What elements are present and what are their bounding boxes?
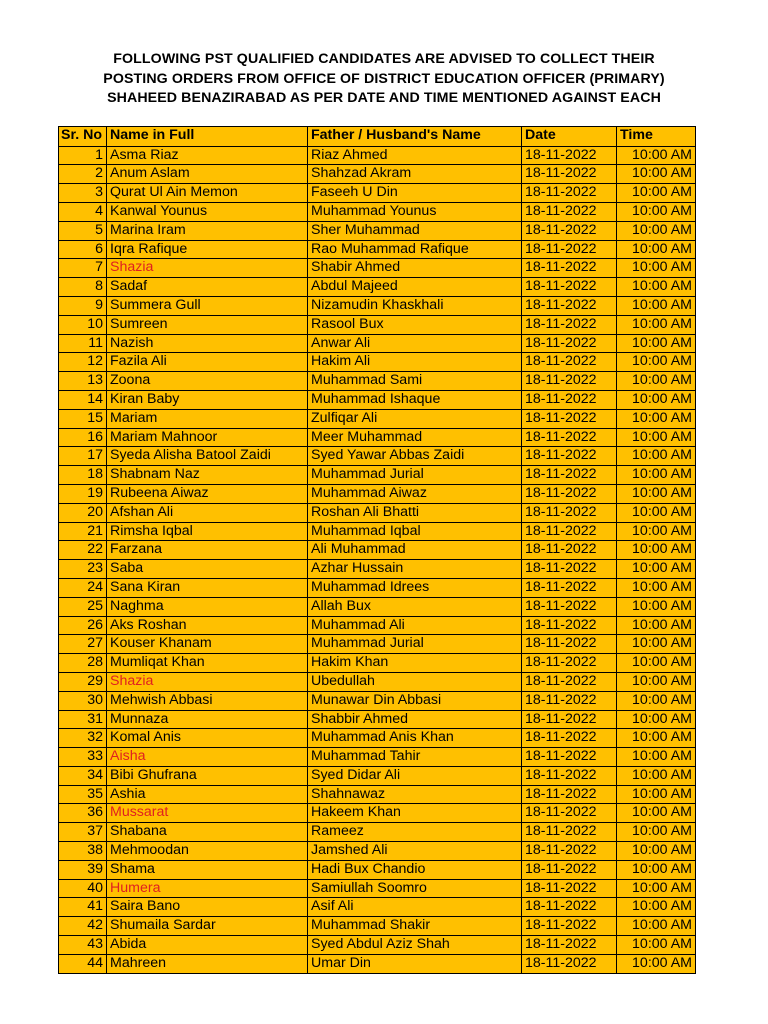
table-row [59, 898, 696, 917]
cell-name: Kiran Baby [107, 390, 308, 409]
cell-date: 18-11-2022 [522, 278, 617, 297]
cell-father-husband-name: Shabir Ahmed [308, 259, 522, 278]
cell-time: 10:00 AM [617, 635, 696, 654]
cell-time: 10:00 AM [617, 522, 696, 541]
table-row [59, 616, 696, 635]
cell-time: 10:00 AM [617, 315, 696, 334]
cell-father-husband-name: Rasool Bux [308, 315, 522, 334]
table-row [59, 823, 696, 842]
cell-time: 10:00 AM [617, 842, 696, 861]
cell-time: 10:00 AM [617, 296, 696, 315]
cell-date: 18-11-2022 [522, 616, 617, 635]
cell-date: 18-11-2022 [522, 372, 617, 391]
candidates-table [58, 126, 696, 974]
cell-name: Farzana [107, 541, 308, 560]
cell-date: 18-11-2022 [522, 503, 617, 522]
cell-time: 10:00 AM [617, 616, 696, 635]
cell-time: 10:00 AM [617, 221, 696, 240]
cell-time: 10:00 AM [617, 578, 696, 597]
cell-name: Fazila Ali [107, 353, 308, 372]
cell-sr-no: 1 [59, 146, 107, 165]
table-row [59, 541, 696, 560]
cell-father-husband-name: Muhammad Jurial [308, 466, 522, 485]
cell-name: Naghma [107, 597, 308, 616]
column-header-time: Time [617, 127, 696, 147]
cell-date: 18-11-2022 [522, 522, 617, 541]
table-row [59, 522, 696, 541]
cell-name: Afshan Ali [107, 503, 308, 522]
cell-date: 18-11-2022 [522, 785, 617, 804]
cell-name: Aisha [107, 748, 308, 767]
table-row [59, 597, 696, 616]
cell-time: 10:00 AM [617, 184, 696, 203]
cell-sr-no: 12 [59, 353, 107, 372]
table-row [59, 221, 696, 240]
cell-sr-no: 38 [59, 842, 107, 861]
cell-name: Saira Bano [107, 898, 308, 917]
cell-name: Anum Aslam [107, 165, 308, 184]
cell-date: 18-11-2022 [522, 936, 617, 955]
table-row [59, 842, 696, 861]
cell-name: Asma Riaz [107, 146, 308, 165]
cell-sr-no: 4 [59, 202, 107, 221]
cell-date: 18-11-2022 [522, 221, 617, 240]
table-row [59, 654, 696, 673]
cell-date: 18-11-2022 [522, 654, 617, 673]
cell-time: 10:00 AM [617, 823, 696, 842]
table-row [59, 353, 696, 372]
table-row [59, 729, 696, 748]
table-row [59, 296, 696, 315]
cell-father-husband-name: Muhammad Shakir [308, 917, 522, 936]
cell-father-husband-name: Muhammad Younus [308, 202, 522, 221]
cell-time: 10:00 AM [617, 710, 696, 729]
cell-father-husband-name: Sher Muhammad [308, 221, 522, 240]
cell-date: 18-11-2022 [522, 898, 617, 917]
cell-name: Rubeena Aiwaz [107, 484, 308, 503]
cell-date: 18-11-2022 [522, 823, 617, 842]
cell-father-husband-name: Hakim Ali [308, 353, 522, 372]
cell-date: 18-11-2022 [522, 202, 617, 221]
cell-date: 18-11-2022 [522, 635, 617, 654]
cell-time: 10:00 AM [617, 353, 696, 372]
cell-sr-no: 44 [59, 954, 107, 973]
cell-father-husband-name: Shahzad Akram [308, 165, 522, 184]
cell-time: 10:00 AM [617, 898, 696, 917]
table-row [59, 184, 696, 203]
cell-name: Mussarat [107, 804, 308, 823]
cell-time: 10:00 AM [617, 503, 696, 522]
cell-date: 18-11-2022 [522, 729, 617, 748]
cell-date: 18-11-2022 [522, 766, 617, 785]
cell-name: Kanwal Younus [107, 202, 308, 221]
cell-name: Humera [107, 879, 308, 898]
cell-father-husband-name: Anwar Ali [308, 334, 522, 353]
cell-date: 18-11-2022 [522, 954, 617, 973]
cell-time: 10:00 AM [617, 860, 696, 879]
cell-father-husband-name: Syed Abdul Aziz Shah [308, 936, 522, 955]
cell-sr-no: 9 [59, 296, 107, 315]
cell-sr-no: 26 [59, 616, 107, 635]
cell-name: Mariam [107, 409, 308, 428]
cell-father-husband-name: Muhammad Tahir [308, 748, 522, 767]
table-row [59, 672, 696, 691]
table-header-row [59, 127, 696, 147]
cell-father-husband-name: Allah Bux [308, 597, 522, 616]
cell-date: 18-11-2022 [522, 390, 617, 409]
cell-time: 10:00 AM [617, 541, 696, 560]
cell-sr-no: 5 [59, 221, 107, 240]
cell-sr-no: 2 [59, 165, 107, 184]
cell-date: 18-11-2022 [522, 578, 617, 597]
table-row [59, 428, 696, 447]
cell-father-husband-name: Umar Din [308, 954, 522, 973]
cell-father-husband-name: Riaz Ahmed [308, 146, 522, 165]
cell-sr-no: 20 [59, 503, 107, 522]
cell-time: 10:00 AM [617, 954, 696, 973]
cell-name: Shabana [107, 823, 308, 842]
cell-sr-no: 16 [59, 428, 107, 447]
table-row [59, 503, 696, 522]
cell-sr-no: 6 [59, 240, 107, 259]
cell-sr-no: 43 [59, 936, 107, 955]
cell-date: 18-11-2022 [522, 447, 617, 466]
cell-date: 18-11-2022 [522, 710, 617, 729]
table-row [59, 409, 696, 428]
cell-father-husband-name: Muhammad Sami [308, 372, 522, 391]
cell-father-husband-name: Jamshed Ali [308, 842, 522, 861]
cell-sr-no: 27 [59, 635, 107, 654]
cell-name: Shazia [107, 259, 308, 278]
table-row [59, 146, 696, 165]
heading-line-2: POSTING ORDERS FROM OFFICE OF DISTRICT EDUCATION OFFICER (PRIMARY) [103, 70, 665, 87]
cell-time: 10:00 AM [617, 879, 696, 898]
cell-father-husband-name: Azhar Hussain [308, 560, 522, 579]
cell-name: Syeda Alisha Batool Zaidi [107, 447, 308, 466]
cell-sr-no: 29 [59, 672, 107, 691]
cell-name: Sadaf [107, 278, 308, 297]
cell-father-husband-name: Nizamudin Khaskhali [308, 296, 522, 315]
cell-name: Munnaza [107, 710, 308, 729]
cell-sr-no: 25 [59, 597, 107, 616]
cell-name: Nazish [107, 334, 308, 353]
cell-date: 18-11-2022 [522, 804, 617, 823]
cell-sr-no: 41 [59, 898, 107, 917]
cell-time: 10:00 AM [617, 146, 696, 165]
cell-father-husband-name: Syed Didar Ali [308, 766, 522, 785]
cell-time: 10:00 AM [617, 334, 696, 353]
cell-name: Mehmoodan [107, 842, 308, 861]
cell-date: 18-11-2022 [522, 428, 617, 447]
table-row [59, 766, 696, 785]
cell-name: Shazia [107, 672, 308, 691]
cell-father-husband-name: Abdul Majeed [308, 278, 522, 297]
cell-name: Zoona [107, 372, 308, 391]
cell-father-husband-name: Munawar Din Abbasi [308, 691, 522, 710]
cell-sr-no: 15 [59, 409, 107, 428]
cell-name: Summera Gull [107, 296, 308, 315]
table-row [59, 691, 696, 710]
cell-time: 10:00 AM [617, 428, 696, 447]
cell-father-husband-name: Meer Muhammad [308, 428, 522, 447]
cell-name: Shama [107, 860, 308, 879]
cell-time: 10:00 AM [617, 240, 696, 259]
cell-sr-no: 11 [59, 334, 107, 353]
cell-time: 10:00 AM [617, 390, 696, 409]
cell-father-husband-name: Rameez [308, 823, 522, 842]
cell-father-husband-name: Muhammad Anis Khan [308, 729, 522, 748]
table-row [59, 315, 696, 334]
cell-father-husband-name: Shahnawaz [308, 785, 522, 804]
cell-time: 10:00 AM [617, 372, 696, 391]
cell-time: 10:00 AM [617, 748, 696, 767]
cell-date: 18-11-2022 [522, 184, 617, 203]
cell-sr-no: 22 [59, 541, 107, 560]
cell-name: Kouser Khanam [107, 635, 308, 654]
cell-time: 10:00 AM [617, 936, 696, 955]
cell-date: 18-11-2022 [522, 334, 617, 353]
cell-father-husband-name: Ubedullah [308, 672, 522, 691]
cell-sr-no: 33 [59, 748, 107, 767]
table-row [59, 917, 696, 936]
cell-date: 18-11-2022 [522, 259, 617, 278]
cell-father-husband-name: Syed Yawar Abbas Zaidi [308, 447, 522, 466]
cell-sr-no: 40 [59, 879, 107, 898]
table-row [59, 466, 696, 485]
cell-father-husband-name: Hakim Khan [308, 654, 522, 673]
cell-sr-no: 7 [59, 259, 107, 278]
cell-date: 18-11-2022 [522, 541, 617, 560]
cell-date: 18-11-2022 [522, 597, 617, 616]
cell-name: Sumreen [107, 315, 308, 334]
cell-time: 10:00 AM [617, 409, 696, 428]
table-row [59, 372, 696, 391]
cell-name: Sana Kiran [107, 578, 308, 597]
cell-sr-no: 18 [59, 466, 107, 485]
cell-time: 10:00 AM [617, 597, 696, 616]
cell-date: 18-11-2022 [522, 466, 617, 485]
table-row [59, 202, 696, 221]
cell-date: 18-11-2022 [522, 146, 617, 165]
cell-name: Aks Roshan [107, 616, 308, 635]
table-row [59, 879, 696, 898]
cell-father-husband-name: Shabbir Ahmed [308, 710, 522, 729]
cell-sr-no: 28 [59, 654, 107, 673]
cell-date: 18-11-2022 [522, 560, 617, 579]
table-row [59, 635, 696, 654]
cell-date: 18-11-2022 [522, 296, 617, 315]
heading-line-1: FOLLOWING PST QUALIFIED CANDIDATES ARE ADVISED TO COLLECT THEIR [113, 51, 655, 67]
cell-sr-no: 3 [59, 184, 107, 203]
column-header-father-husband-name: Father / Husband's Name [308, 127, 522, 147]
column-header-date: Date [522, 127, 617, 147]
table-row [59, 259, 696, 278]
cell-father-husband-name: Asif Ali [308, 898, 522, 917]
cell-time: 10:00 AM [617, 278, 696, 297]
cell-father-husband-name: Rao Muhammad Rafique [308, 240, 522, 259]
table-row [59, 860, 696, 879]
cell-father-husband-name: Roshan Ali Bhatti [308, 503, 522, 522]
cell-time: 10:00 AM [617, 785, 696, 804]
cell-time: 10:00 AM [617, 484, 696, 503]
cell-name: Marina Iram [107, 221, 308, 240]
table-row [59, 165, 696, 184]
cell-name: Mumliqat Khan [107, 654, 308, 673]
cell-sr-no: 36 [59, 804, 107, 823]
cell-date: 18-11-2022 [522, 879, 617, 898]
table-row [59, 748, 696, 767]
cell-sr-no: 37 [59, 823, 107, 842]
cell-sr-no: 21 [59, 522, 107, 541]
cell-name: Qurat Ul Ain Memon [107, 184, 308, 203]
cell-date: 18-11-2022 [522, 353, 617, 372]
table-row [59, 804, 696, 823]
cell-father-husband-name: Zulfiqar Ali [308, 409, 522, 428]
cell-sr-no: 30 [59, 691, 107, 710]
cell-date: 18-11-2022 [522, 484, 617, 503]
cell-name: Mehwish Abbasi [107, 691, 308, 710]
cell-name: Shabnam Naz [107, 466, 308, 485]
cell-time: 10:00 AM [617, 672, 696, 691]
table-row [59, 785, 696, 804]
table-row [59, 278, 696, 297]
cell-name: Mariam Mahnoor [107, 428, 308, 447]
cell-father-husband-name: Muhammad Iqbal [308, 522, 522, 541]
cell-time: 10:00 AM [617, 917, 696, 936]
cell-time: 10:00 AM [617, 560, 696, 579]
cell-date: 18-11-2022 [522, 240, 617, 259]
cell-time: 10:00 AM [617, 654, 696, 673]
cell-father-husband-name: Muhammad Aiwaz [308, 484, 522, 503]
cell-date: 18-11-2022 [522, 315, 617, 334]
cell-father-husband-name: Muhammad Ishaque [308, 390, 522, 409]
cell-sr-no: 19 [59, 484, 107, 503]
table-row [59, 390, 696, 409]
cell-time: 10:00 AM [617, 202, 696, 221]
cell-sr-no: 13 [59, 372, 107, 391]
cell-sr-no: 24 [59, 578, 107, 597]
cell-father-husband-name: Muhammad Ali [308, 616, 522, 635]
cell-name: Mahreen [107, 954, 308, 973]
table-row [59, 240, 696, 259]
column-header-name: Name in Full [107, 127, 308, 147]
cell-sr-no: 34 [59, 766, 107, 785]
cell-time: 10:00 AM [617, 766, 696, 785]
document-heading [0, 50, 768, 109]
table-row [59, 578, 696, 597]
cell-name: Komal Anis [107, 729, 308, 748]
cell-father-husband-name: Hakeem Khan [308, 804, 522, 823]
table-row [59, 334, 696, 353]
cell-date: 18-11-2022 [522, 691, 617, 710]
cell-sr-no: 8 [59, 278, 107, 297]
cell-date: 18-11-2022 [522, 409, 617, 428]
table-row [59, 936, 696, 955]
cell-date: 18-11-2022 [522, 748, 617, 767]
cell-father-husband-name: Muhammad Idrees [308, 578, 522, 597]
cell-time: 10:00 AM [617, 165, 696, 184]
cell-time: 10:00 AM [617, 259, 696, 278]
cell-date: 18-11-2022 [522, 165, 617, 184]
cell-time: 10:00 AM [617, 691, 696, 710]
cell-sr-no: 39 [59, 860, 107, 879]
cell-sr-no: 17 [59, 447, 107, 466]
cell-date: 18-11-2022 [522, 842, 617, 861]
table-body [59, 146, 696, 973]
table-row [59, 710, 696, 729]
cell-sr-no: 42 [59, 917, 107, 936]
cell-father-husband-name: Samiullah Soomro [308, 879, 522, 898]
cell-father-husband-name: Muhammad Jurial [308, 635, 522, 654]
cell-sr-no: 35 [59, 785, 107, 804]
cell-father-husband-name: Faseeh U Din [308, 184, 522, 203]
cell-date: 18-11-2022 [522, 917, 617, 936]
cell-name: Bibi Ghufrana [107, 766, 308, 785]
heading-line-3: SHAHEED BENAZIRABAD AS PER DATE AND TIME MENTIONED AGAINST EACH [107, 90, 661, 106]
cell-name: Shumaila Sardar [107, 917, 308, 936]
cell-time: 10:00 AM [617, 729, 696, 748]
cell-sr-no: 14 [59, 390, 107, 409]
column-header-sr-no: Sr. No [59, 127, 107, 147]
table-row [59, 954, 696, 973]
cell-time: 10:00 AM [617, 447, 696, 466]
cell-father-husband-name: Hadi Bux Chandio [308, 860, 522, 879]
cell-name: Iqra Rafique [107, 240, 308, 259]
cell-name: Saba [107, 560, 308, 579]
cell-date: 18-11-2022 [522, 672, 617, 691]
cell-sr-no: 32 [59, 729, 107, 748]
cell-name: Abida [107, 936, 308, 955]
cell-name: Ashia [107, 785, 308, 804]
cell-time: 10:00 AM [617, 804, 696, 823]
cell-time: 10:00 AM [617, 466, 696, 485]
table-row [59, 484, 696, 503]
table-row [59, 560, 696, 579]
cell-name: Rimsha Iqbal [107, 522, 308, 541]
cell-date: 18-11-2022 [522, 860, 617, 879]
table-row [59, 447, 696, 466]
cell-sr-no: 31 [59, 710, 107, 729]
cell-sr-no: 10 [59, 315, 107, 334]
cell-father-husband-name: Ali Muhammad [308, 541, 522, 560]
cell-sr-no: 23 [59, 560, 107, 579]
